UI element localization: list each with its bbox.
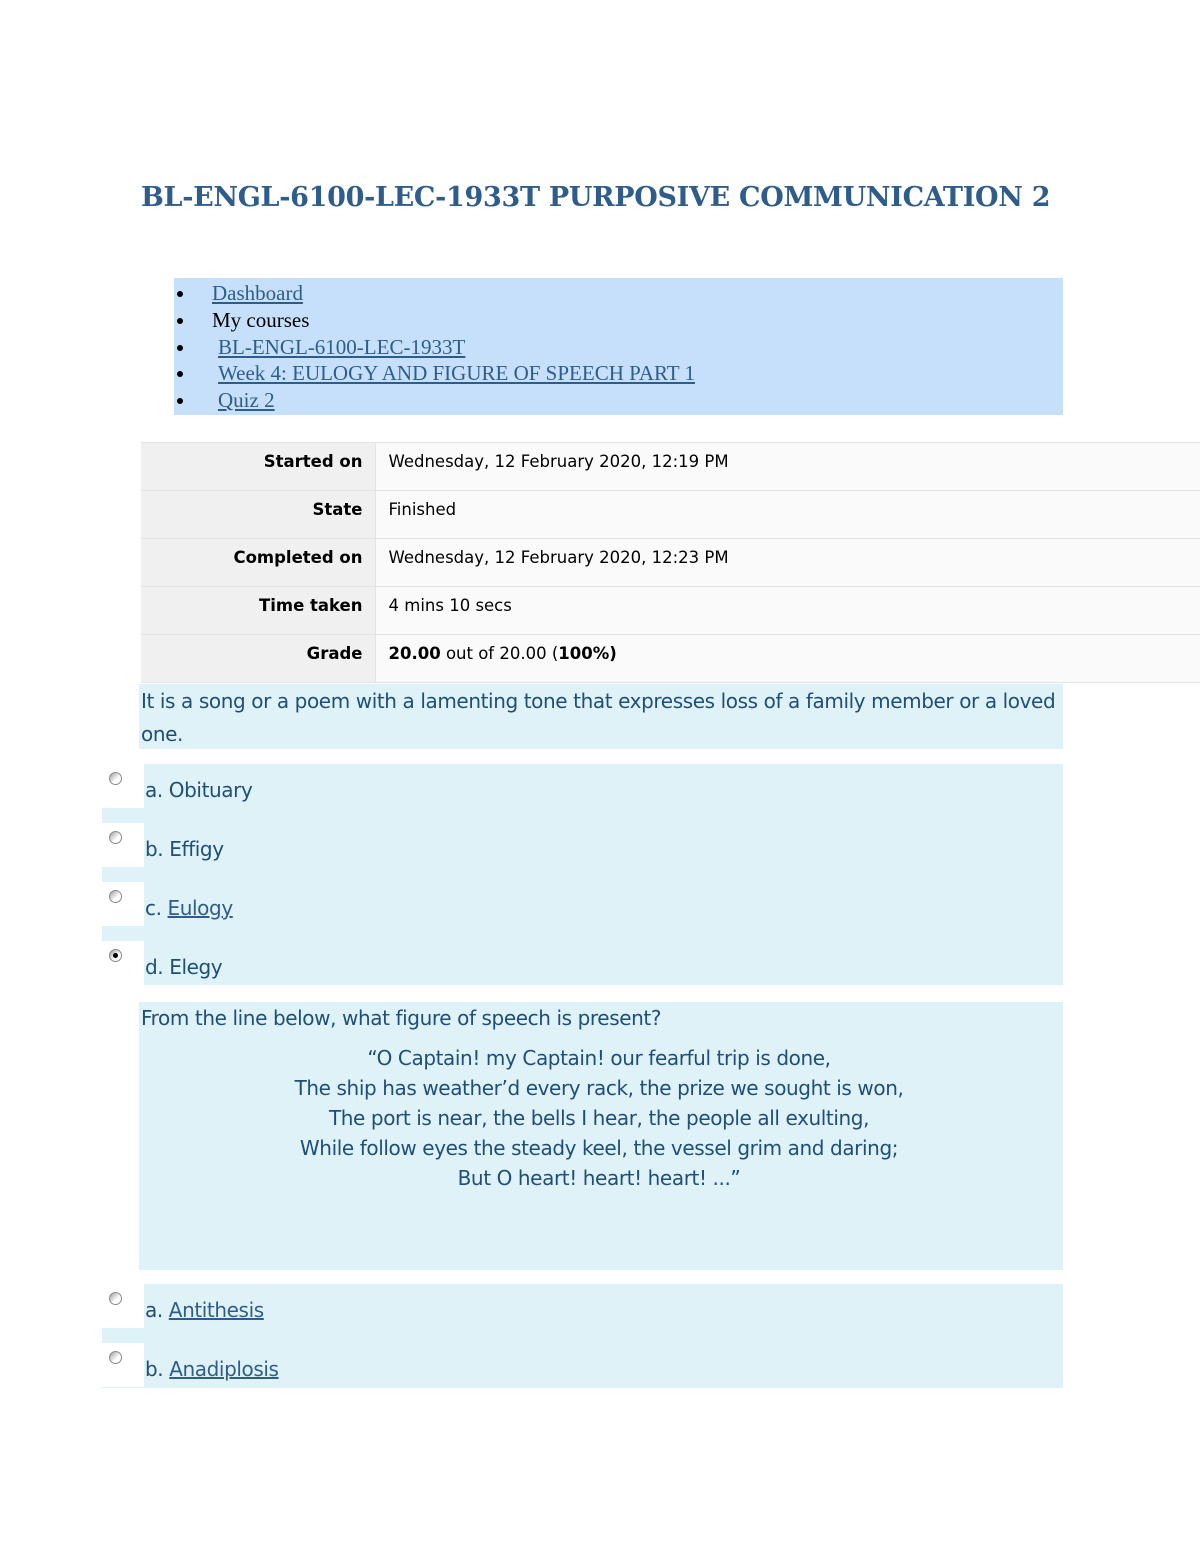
breadcrumb-text-my-courses: My courses: [212, 307, 310, 332]
radio-cell: [102, 941, 144, 985]
radio-cell: [102, 1343, 144, 1387]
breadcrumb-item-course: [174, 334, 1063, 361]
poem-line: The port is near, the bells I hear, the people all exulting,: [328, 1106, 870, 1130]
question-2-option-a[interactable]: [102, 1284, 1002, 1324]
option-text: Effigy: [169, 837, 224, 861]
bullet-icon: [177, 291, 183, 297]
breadcrumb-link-dashboard[interactable]: Dashboard: [212, 281, 303, 305]
summary-row-time-taken: [141, 587, 1200, 635]
quiz-summary-table: [141, 442, 1200, 683]
radio-button-checked-icon[interactable]: [109, 949, 122, 962]
state-value: Finished: [375, 491, 1200, 539]
radio-cell: [102, 764, 144, 808]
radio-button-icon[interactable]: [109, 1351, 122, 1364]
page-title: BL-ENGL-6100-LEC-1933T PURPOSIVE COMMUNICATION 2: [141, 182, 1051, 213]
summary-row-state: [141, 491, 1200, 539]
option-text: Obituary: [168, 778, 253, 802]
time-taken-value: 4 mins 10 secs: [375, 587, 1200, 635]
grade-value: [375, 635, 1200, 683]
option-prefix: d.: [145, 955, 170, 979]
question-1-text: It is a song or a poem with a lamenting tone that expresses loss of a family member or a loved one.: [139, 684, 1063, 749]
bullet-icon: [177, 371, 183, 377]
poem-line: But O heart! heart! heart! ...”: [457, 1166, 741, 1190]
radio-cell: [102, 823, 144, 867]
radio-button-icon[interactable]: [109, 1292, 122, 1305]
radio-button-icon[interactable]: [109, 772, 122, 785]
question-2-text: [139, 1002, 1063, 1270]
grade-score: 20.00: [388, 644, 441, 663]
breadcrumb-link-week[interactable]: Week 4: EULOGY AND FIGURE OF SPEECH PART 1: [218, 361, 695, 386]
option-label: [145, 778, 252, 802]
time-taken-label: Time taken: [141, 587, 375, 635]
option-link[interactable]: Eulogy: [167, 896, 233, 920]
question-1-option-a[interactable]: [102, 764, 1002, 804]
summary-row-grade: [141, 635, 1200, 683]
question-1-option-c[interactable]: [102, 882, 1002, 922]
started-on-label: Started on: [141, 443, 375, 491]
radio-dot-icon: [113, 953, 118, 958]
question-1-option-d[interactable]: [102, 941, 1002, 981]
option-link[interactable]: Antithesis: [168, 1298, 264, 1322]
breadcrumb-link-quiz[interactable]: Quiz 2: [218, 388, 275, 412]
summary-row-started: [141, 443, 1200, 491]
started-on-value: Wednesday, 12 February 2020, 12:19 PM: [375, 443, 1200, 491]
radio-cell: [102, 1284, 144, 1328]
question-1-answers: [102, 764, 1063, 985]
question-1-option-b[interactable]: [102, 823, 1002, 863]
option-label: [145, 1357, 279, 1381]
question-2-answers: [102, 1284, 1063, 1388]
option-prefix: c.: [145, 896, 168, 920]
option-prefix: a.: [145, 778, 169, 802]
breadcrumb-item-my-courses: [174, 307, 1063, 334]
radio-cell: [102, 882, 144, 926]
option-text: Elegy: [169, 955, 223, 979]
option-prefix: a.: [145, 1298, 169, 1322]
poem-line: The ship has weather’d every rack, the prize we sought is won,: [294, 1076, 904, 1100]
grade-close-paren: ): [609, 644, 617, 663]
question-2-poem: [141, 1043, 1063, 1193]
completed-on-label: Completed on: [141, 539, 375, 587]
radio-button-icon[interactable]: [109, 890, 122, 903]
option-label: [145, 837, 224, 861]
radio-button-icon[interactable]: [109, 831, 122, 844]
bullet-icon: [177, 345, 183, 351]
bullet-icon: [177, 398, 183, 404]
state-label: State: [141, 491, 375, 539]
summary-row-completed: [141, 539, 1200, 587]
completed-on-value: Wednesday, 12 February 2020, 12:23 PM: [375, 539, 1200, 587]
option-prefix: b.: [145, 1357, 170, 1381]
option-label: [145, 1298, 264, 1322]
breadcrumb-item-quiz: [174, 387, 1063, 414]
option-link[interactable]: Anadiplosis: [169, 1357, 279, 1381]
grade-percent: 100%: [558, 644, 610, 663]
question-2-prompt: From the line below, what figure of speech is present?: [141, 1006, 662, 1030]
breadcrumb-item-week: [174, 360, 1063, 387]
option-label: [145, 955, 222, 979]
option-prefix: b.: [145, 837, 170, 861]
poem-line: While follow eyes the steady keel, the vessel grim and daring;: [299, 1136, 899, 1160]
grade-out-of: out of 20.00 (: [440, 644, 559, 663]
poem-line: “O Captain! my Captain! our fearful trip is done,: [367, 1046, 831, 1070]
bullet-icon: [177, 318, 183, 324]
question-2-option-b[interactable]: [102, 1343, 1002, 1383]
breadcrumb: [174, 278, 1063, 415]
option-label: [145, 896, 233, 920]
grade-label: Grade: [141, 635, 375, 683]
breadcrumb-item-dashboard: [174, 280, 1063, 307]
breadcrumb-link-course[interactable]: BL-ENGL-6100-LEC-1933T: [218, 334, 466, 359]
